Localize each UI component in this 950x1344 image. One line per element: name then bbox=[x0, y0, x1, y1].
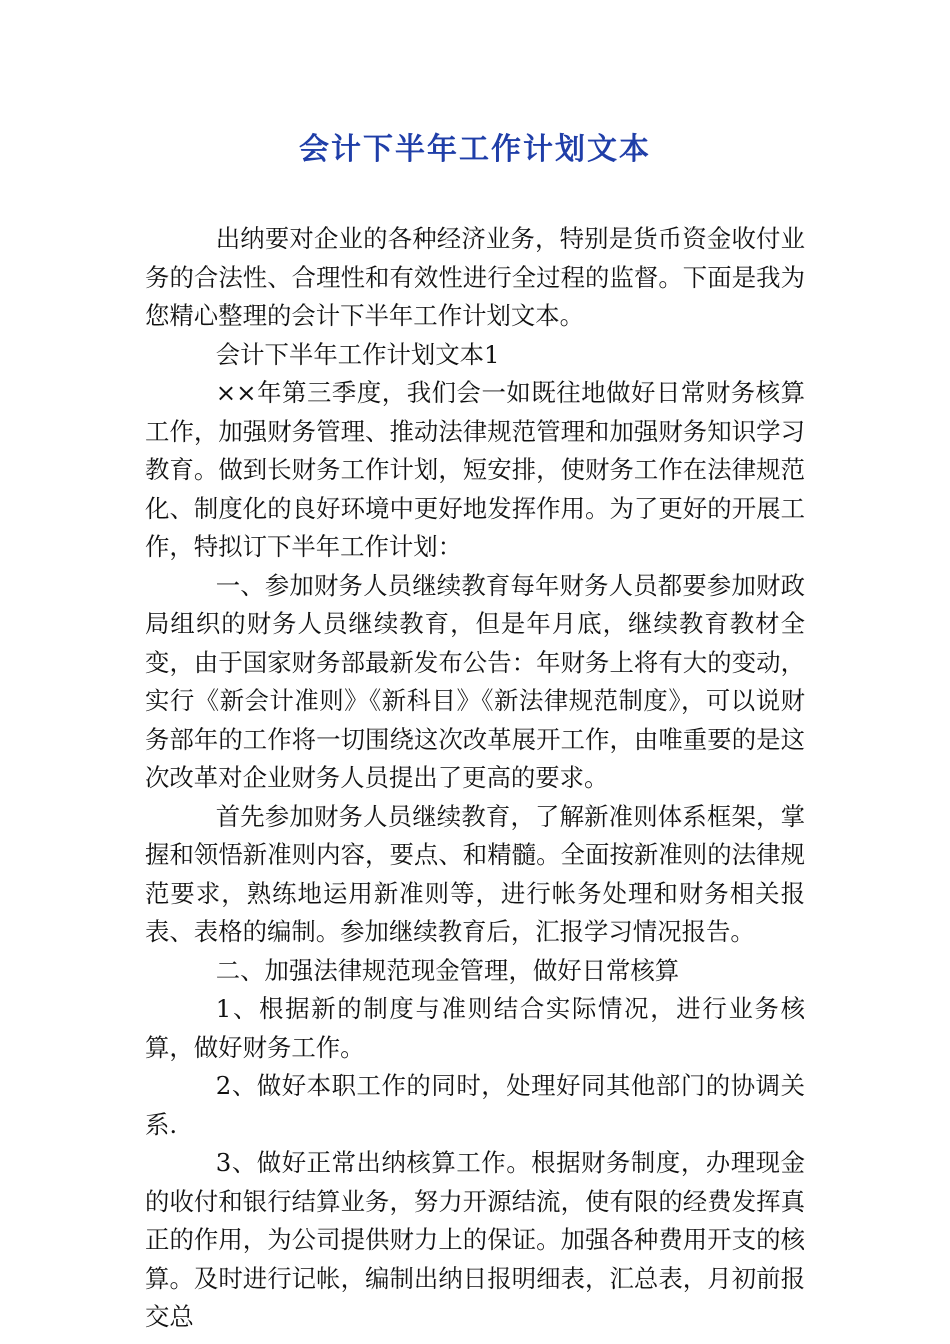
paragraph-subitem-2: 2、做好本职工作的同时，处理好同其他部门的协调关系. bbox=[145, 1071, 805, 1139]
document-body bbox=[145, 220, 805, 1337]
paragraph-overview: ××年第三季度，我们会一如既往地做好日常财务核算工作，加强财务管理、推动法律规范管理和加强财务知识学习教育。做到长财务工作计划，短安排，使财务工作在法律规范化、制度化的良好环境中更好地发挥作用。为了更好的开展工作，特拟订下半年工作计划： bbox=[145, 378, 805, 561]
paragraph-item-2: 二、加强法律规范现金管理，做好日常核算 bbox=[215, 955, 680, 985]
paragraph-education: 首先参加财务人员继续教育，了解新准则体系框架，掌握和领悟新准则内容，要点、和精髓。全面按新准则的法律规范要求，熟练地运用新准则等，进行帐务处理和财务相关报表、表格的编制。参加继续教育后，汇报学习情况报告。 bbox=[145, 801, 805, 946]
paragraph-subitem-3: 3、做好正常出纳核算工作。根据财务制度，办理现金的收付和银行结算业务，努力开源结流，使有限的经费发挥真正的作用，为公司提供财力上的保证。加强各种费用开支的核算。及时进行记帐，编制出纳日报明细表，汇总表，月初前报交总 bbox=[145, 1148, 805, 1331]
document-title: 会计下半年工作计划文本 bbox=[299, 132, 651, 167]
paragraph-section-heading: 会计下半年工作计划文本1 bbox=[215, 339, 500, 369]
paragraph-subitem-1: 1、根据新的制度与准则结合实际情况，进行业务核算，做好财务工作。 bbox=[145, 994, 805, 1062]
paragraph-item-1: 一、参加财务人员继续教育每年财务人员都要参加财政局组织的财务人员继续教育，但是年月底，继续教育教材全变，由于国家财务部最新发布公告：年财务上将有大的变动，实行《新会计准则》《新科目》《新法律规范制度》，可以说财务部年的工作将一切围绕这次改革展开工作，由唯重要的是这次改革对企业财务人员提出了更高的要求。 bbox=[145, 570, 805, 792]
paragraph-intro: 出纳要对企业的各种经济业务，特别是货币资金收付业务的合法性、合理性和有效性进行全过程的监督。下面是我为您精心整理的会计下半年工作计划文本。 bbox=[145, 224, 805, 330]
